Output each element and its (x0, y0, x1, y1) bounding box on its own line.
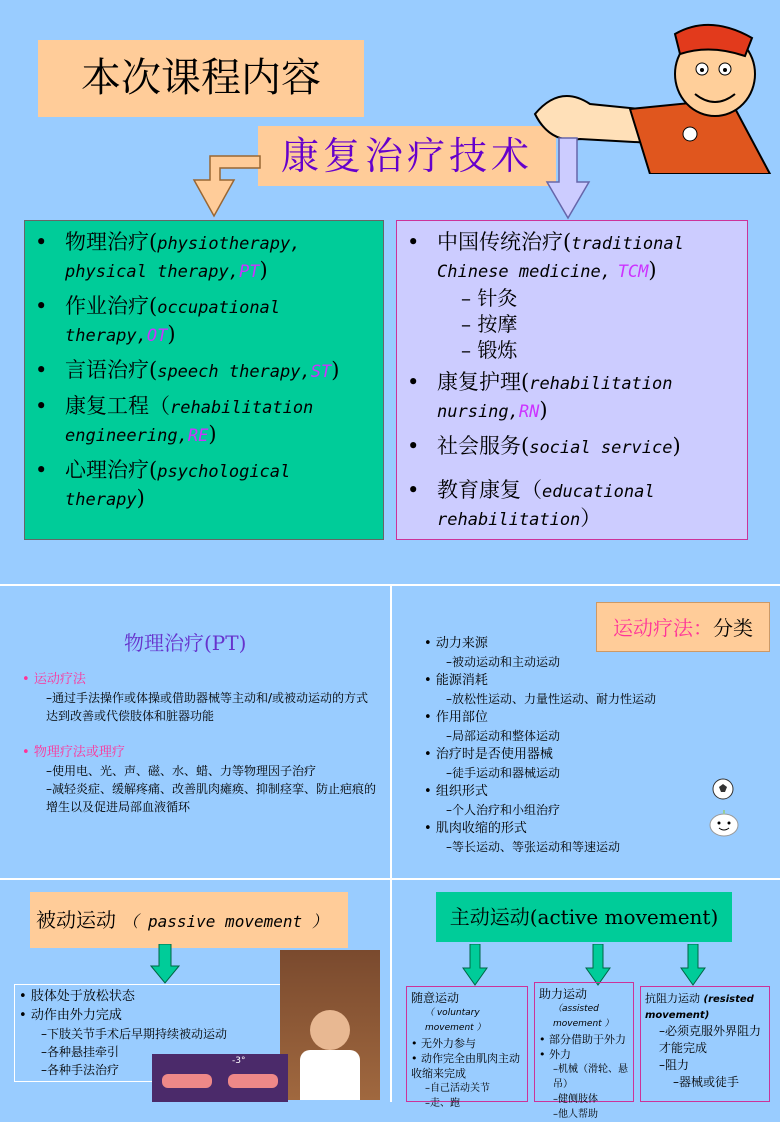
list-item: • 作用部位 (424, 710, 488, 725)
sub-item: –阻力 (659, 1058, 690, 1072)
slide1-subtitle: 康复治疗技术 (258, 126, 556, 186)
sub-item: – 锻炼 (461, 338, 518, 362)
list-item: • 外力 (539, 1048, 571, 1061)
sub-item: –放松性运动、力量性运动、耐力性运动 (446, 692, 657, 706)
slide2-content (22, 670, 380, 816)
resisted-box: 抗阻力运动 (resisted movement) –必须克服外界阻力才能完成 –阻力 –器械或徒手 (640, 986, 770, 1102)
arrow-down-icon (680, 944, 706, 986)
soccer-ball-icon (712, 778, 734, 800)
arrow-down-icon (462, 944, 488, 986)
sub-item: –走、跑 (425, 1098, 460, 1109)
sub-item: –徒手运动和器械运动 (446, 766, 561, 780)
voluntary-box: 随意运动 （ voluntary movement ） • 无外力参与 • 动作完全由肌肉主动收缩来完成 –自己活动关节 –走、跑 (406, 986, 528, 1102)
leg-shape (162, 1074, 212, 1088)
passive-title: 被动运动 （ passive movement ） (30, 892, 348, 948)
person-face (310, 1010, 350, 1050)
list-item: • 中国传统治疗(traditional Chinese medicine, TCM) (407, 230, 684, 282)
sub-item: –健侧肢体 (553, 1094, 598, 1105)
active-title: 主动运动(active movement) (436, 892, 732, 942)
list-item: • 能源消耗 (424, 673, 488, 688)
list-item: • 组织形式 (424, 784, 488, 799)
list-item: • 部分借助于外力 (539, 1033, 626, 1046)
list-item: • 无外力参与 (411, 1037, 476, 1050)
sub-item: – 针灸 (461, 286, 518, 310)
sub-item: – 按摩 (461, 312, 518, 336)
sub-item: –器械或徒手 (673, 1075, 740, 1089)
list-item: • 动作由外力完成 (19, 1008, 122, 1023)
slide1-title: 本次课程内容 (38, 40, 364, 117)
classification-title: 运动疗法：分类 (596, 602, 770, 652)
arrow-right-down-icon (545, 136, 591, 220)
list-item: • 肢体处于放松状态 (19, 989, 135, 1004)
leg-shape (228, 1074, 278, 1088)
arrow-left-down-icon (174, 150, 264, 220)
assisted-box: 助力运动 （assisted movement ） • 部分借助于外力 • 外力 –机械（滑轮、悬吊） –健侧肢体 –他人帮助 (534, 982, 634, 1102)
list-item: • 物理治疗(physiotherapy, physical therapy,PT) (35, 230, 301, 282)
section-heading: • 运动疗法 (22, 672, 86, 687)
list-item: • 动作完全由肌肉主动收缩来完成 (411, 1052, 520, 1080)
section-line: –减轻炎症、缓解疼痛、改善肌肉瘫痪、抑制痉挛、防止疤痕的增生以及促进局部血液循环 (46, 782, 377, 814)
sub-item: –必须克服外界阻力才能完成 (659, 1024, 762, 1055)
person-shirt (300, 1050, 360, 1100)
sub-item: –被动运动和主动运动 (446, 655, 561, 669)
traditional-techniques-box (396, 220, 748, 540)
section-heading: • 物理疗法或理疗 (22, 745, 125, 760)
classification-list (424, 634, 724, 856)
arrow-down-icon (150, 944, 180, 984)
section-line: –使用电、光、声、磁、水、蜡、力等物理因子治疗 (46, 764, 317, 778)
sub-item: –各种手法治疗 (41, 1063, 120, 1077)
list-item: • 教育康复（educational rehabilitation） (407, 478, 655, 530)
section-line: –通过手法操作或体操或借助器械等主动和/或被动运动的方式达到改善或代偿肢体和脏器功能 (46, 691, 369, 723)
list-item: • 动力来源 (424, 636, 488, 651)
divider (0, 878, 780, 880)
list-item: • 肌肉收缩的形式 (424, 821, 527, 836)
list-item: • 康复工程（rehabilitation engineering,RE) (35, 394, 314, 446)
cpm-photo: -3° (152, 1054, 288, 1102)
therapy-photo (280, 950, 380, 1100)
sub-item: –他人帮助 (553, 1109, 598, 1120)
western-techniques-box (24, 220, 384, 540)
list-item: • 言语治疗(speech therapy,ST) (35, 358, 340, 382)
sub-item: –机械（滑轮、悬吊） (553, 1064, 628, 1090)
smiley-icon (708, 808, 740, 838)
slide2-title: 物理治疗(PT) (124, 631, 247, 655)
divider (390, 586, 392, 1102)
list-item: • 康复护理(rehabilitation nursing,RN) (407, 370, 673, 422)
sub-item: –等长运动、等张运动和等速运动 (446, 840, 621, 854)
sub-item: –局部运动和整体运动 (446, 729, 561, 743)
arrow-down-icon (585, 944, 611, 986)
sub-item: –各种悬挂牵引 (41, 1045, 120, 1059)
sub-item: –个人治疗和小组治疗 (446, 803, 561, 817)
list-item: • 社会服务(social service) (407, 434, 681, 458)
list-item: • 治疗时是否使用器械 (424, 747, 553, 762)
list-item: • 作业治疗(occupational therapy,OT) (35, 294, 281, 346)
sub-item: –自己活动关节 (425, 1083, 490, 1094)
list-item: • 心理治疗(psychological therapy) (35, 458, 291, 510)
sub-item: –下肢关节手术后早期持续被动运动 (41, 1027, 228, 1041)
